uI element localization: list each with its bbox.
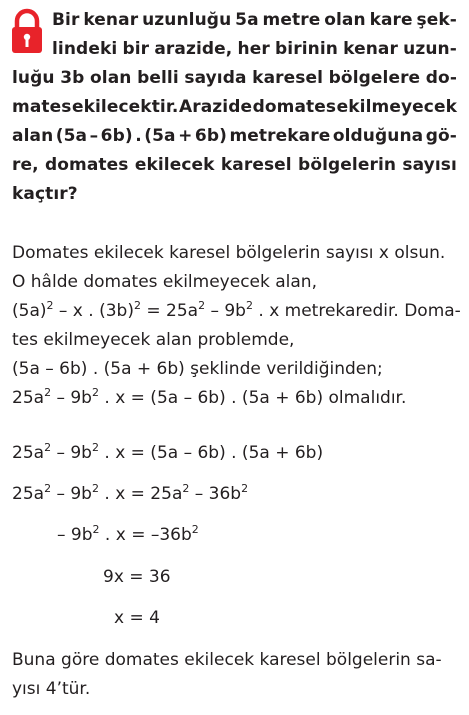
equation-2: $25a^2 - 9b^2$ . $x = 25a^2 - 36b^2$: [12, 482, 249, 504]
word: bir: [122, 39, 150, 59]
question-line-5: [12, 126, 457, 146]
word: şek-: [416, 10, 457, 30]
equation-1: $25a^2 - 9b^2$ . x = (5a – 6b) . (5a + 6b): [12, 441, 324, 463]
word: kenar: [83, 10, 139, 30]
word: ekilecektir.: [71, 97, 179, 117]
solution-line-2: O hâlde domates ekilmeyecek alan,: [12, 272, 317, 292]
word: luğu: [12, 68, 55, 88]
word: olduğuna: [332, 126, 424, 146]
question-line-6: [12, 155, 457, 175]
question-line-1: [52, 10, 457, 30]
word: arazide,: [154, 39, 233, 59]
conclusion-line-1: Buna göre domates ekilecek karesel bölgelerin sa-: [12, 650, 442, 670]
word: belli: [137, 68, 179, 88]
equation-3: – $9b^2$ . $x = -36b^2$: [57, 523, 199, 545]
word: bölgelerin: [298, 155, 397, 175]
word: do-: [425, 68, 457, 88]
word: metre: [262, 10, 321, 30]
word: metrekare: [229, 126, 331, 146]
word: sayıda: [184, 68, 247, 88]
word: 6b): [100, 126, 133, 146]
word: karesel: [252, 68, 324, 88]
word: olan: [90, 68, 132, 88]
word: Arazide: [178, 97, 253, 117]
solution-line-4: tes ekilmeyecek alan problemde,: [12, 330, 295, 350]
equation-5: x = 4: [114, 608, 160, 628]
equation-4: 9x = 36: [103, 567, 171, 587]
word: –: [89, 126, 99, 146]
word: ekilecek: [134, 155, 215, 175]
question-line-2: [52, 39, 457, 59]
word: .: [135, 126, 142, 146]
word: ekilmeyecek: [336, 97, 457, 117]
word: kenar: [343, 39, 398, 59]
word: +: [178, 126, 193, 146]
solution-line-6: $25a^2 - 9b^2$ . x = (5a – 6b) . (5a + 6b) olmalıdır.: [12, 386, 407, 408]
lock-icon: [10, 8, 44, 54]
word: karesel: [220, 155, 292, 175]
word: domates: [44, 155, 129, 175]
word: domates: [252, 97, 337, 117]
word: (5a: [55, 126, 88, 146]
word: re,: [12, 155, 39, 175]
word: uzunluğu: [142, 10, 232, 30]
solution-line-1: Domates ekilecek karesel bölgelerin sayısı x olsun.: [12, 243, 446, 263]
solution-line-5: (5a – 6b) . (5a + 6b) şeklinde verildiğinden;: [12, 359, 383, 379]
word: uzun-: [403, 39, 457, 59]
word: 5a: [235, 10, 259, 30]
conclusion-line-2: yısı 4’tür.: [12, 679, 91, 699]
question-line-3: [12, 68, 457, 88]
word: mates: [12, 97, 72, 117]
word: kare: [369, 10, 413, 30]
word: birinin: [275, 39, 338, 59]
word: sayısı: [402, 155, 457, 175]
question-line-7: kaçtır?: [12, 184, 78, 204]
word: 3b: [60, 68, 85, 88]
word: Bir: [52, 10, 80, 30]
word: olan: [324, 10, 366, 30]
solution-line-3: $(5a)^2$ – x . $(3b)^2 = 25a^2 - 9b^2$ . x metrekaredir. Doma-: [12, 299, 461, 321]
word: gö-: [425, 126, 457, 146]
word: (5a: [144, 126, 176, 146]
question-line-4: [12, 97, 457, 117]
word: alan: [12, 126, 54, 146]
word: lindeki: [52, 39, 118, 59]
word: 6b): [194, 126, 227, 146]
word: bölgelere: [328, 68, 421, 88]
word: her: [237, 39, 270, 59]
